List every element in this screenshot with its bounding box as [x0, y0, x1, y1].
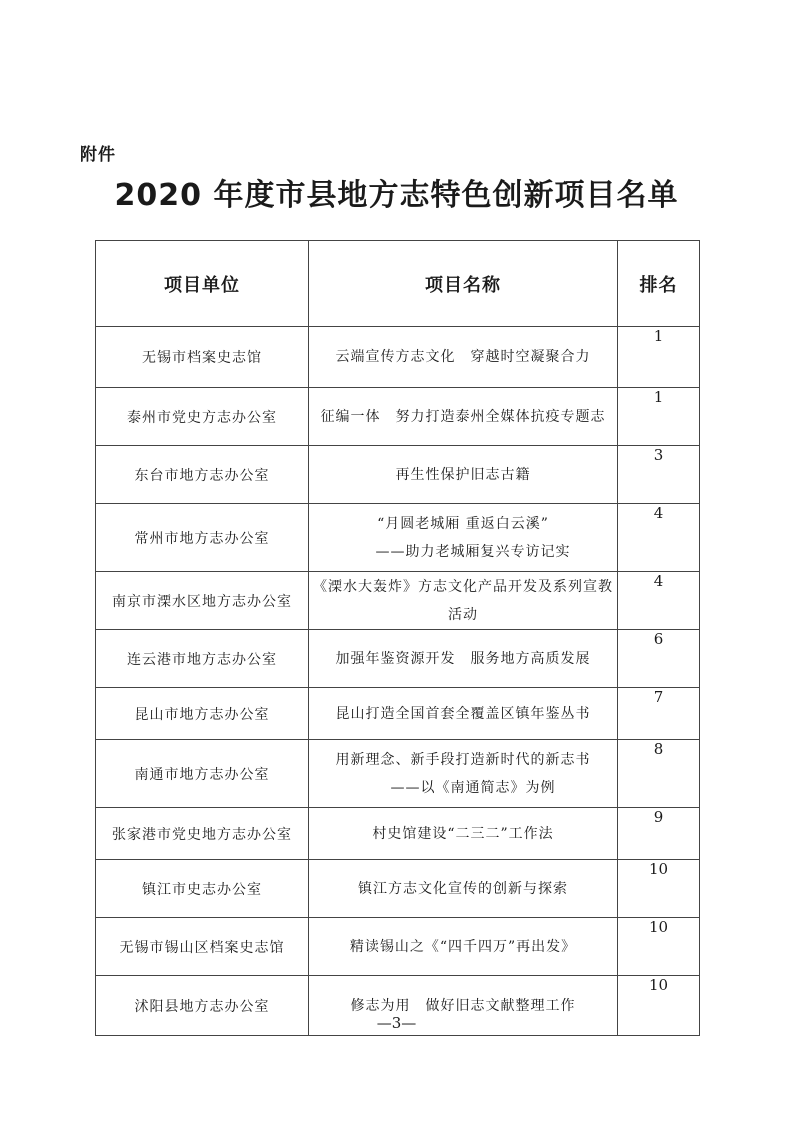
project-name-line: 加强年鉴资源开发 服务地方高质发展: [335, 650, 591, 667]
project-rank: 1: [618, 388, 700, 446]
project-unit: 南京市溧水区地方志办公室: [96, 572, 309, 630]
table-row: [96, 740, 700, 808]
project-name-line: 用新理念、新手段打造新时代的新志书: [335, 751, 591, 768]
project-name-line: 昆山打造全国首套全覆盖区镇年鉴丛书: [335, 705, 591, 722]
table-row: [96, 630, 700, 688]
table-row: [96, 388, 700, 446]
project-rank: 10: [618, 918, 700, 976]
project-name-line: 村史馆建设“二三二”工作法: [372, 825, 554, 842]
project-name: [309, 388, 618, 446]
project-name: [309, 446, 618, 504]
project-unit: 东台市地方志办公室: [96, 446, 309, 504]
project-name: [309, 630, 618, 688]
project-rank: 7: [618, 688, 700, 740]
project-rank: 10: [618, 860, 700, 918]
header-unit: 项目单位: [96, 241, 309, 327]
project-name-line: 征编一体 努力打造泰州全媒体抗疫专题志: [320, 408, 606, 425]
table-row: [96, 327, 700, 388]
header-rank: 排名: [618, 241, 700, 327]
project-unit: 无锡市档案史志馆: [96, 327, 309, 388]
project-rank: 3: [618, 446, 700, 504]
project-name-line: 修志为用 做好旧志文献整理工作: [350, 997, 576, 1014]
project-unit: 昆山市地方志办公室: [96, 688, 309, 740]
project-unit: 泰州市党史方志办公室: [96, 388, 309, 446]
project-name-line: 《溧水大轰炸》方志文化产品开发及系列宣教活动: [313, 578, 613, 623]
project-unit: 连云港市地方志办公室: [96, 630, 309, 688]
project-name-line: 再生性保护旧志古籍: [395, 466, 531, 483]
project-unit: 张家港市党史地方志办公室: [96, 808, 309, 860]
table-header-row: [96, 241, 700, 327]
table-row: [96, 918, 700, 976]
table-row: [96, 860, 700, 918]
project-unit: 无锡市锡山区档案史志馆: [96, 918, 309, 976]
project-name-line: ——以《南通简志》为例: [390, 779, 556, 796]
project-rank: 8: [618, 740, 700, 808]
project-name-line: ——助力老城厢复兴专访记实: [375, 543, 571, 560]
project-rank: 1: [618, 327, 700, 388]
page-number: —3—: [376, 1014, 417, 1032]
table-body: [96, 327, 700, 1036]
project-list-table: [95, 240, 700, 1036]
project-name: [309, 327, 618, 388]
table-row: [96, 572, 700, 630]
project-name: [309, 860, 618, 918]
project-unit: 常州市地方志办公室: [96, 504, 309, 572]
project-name: [309, 740, 618, 808]
project-rank: 4: [618, 572, 700, 630]
project-name-line: “月圆老城厢 重返白云溪”: [377, 515, 549, 532]
project-name-line: 云端宣传方志文化 穿越时空凝聚合力: [335, 349, 591, 365]
project-name: [309, 808, 618, 860]
table-row: [96, 688, 700, 740]
project-name: [309, 688, 618, 740]
project-name: [309, 572, 618, 630]
project-name: [309, 504, 618, 572]
project-rank: 9: [618, 808, 700, 860]
document-title: 2020 年度市县地方志特色创新项目名单: [114, 178, 679, 213]
table-row: [96, 808, 700, 860]
attachment-label: 附件: [80, 145, 116, 165]
project-name-line: 精读锡山之《“四千四万”再出发》: [349, 938, 577, 955]
project-unit: 南通市地方志办公室: [96, 740, 309, 808]
project-rank: 6: [618, 630, 700, 688]
project-name-line: 镇江方志文化宣传的创新与探索: [358, 880, 568, 897]
project-rank: 10: [618, 976, 700, 1036]
project-rank: 4: [618, 504, 700, 572]
project-name: [309, 918, 618, 976]
header-project-name: 项目名称: [309, 241, 618, 327]
project-unit: 镇江市史志办公室: [96, 860, 309, 918]
project-unit: 沭阳县地方志办公室: [96, 976, 309, 1036]
table-row: [96, 446, 700, 504]
table-row: [96, 504, 700, 572]
